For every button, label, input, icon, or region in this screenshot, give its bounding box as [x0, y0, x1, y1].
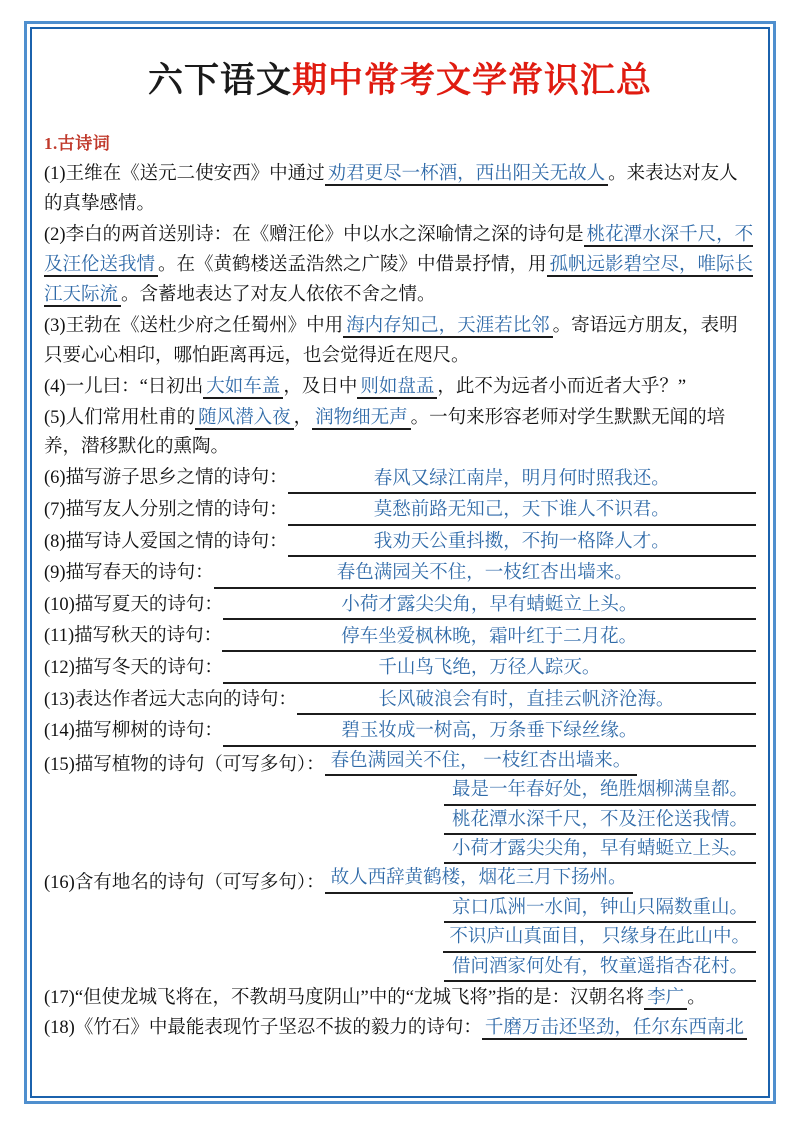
question-4-lead: (4)一儿曰：“日初出	[44, 376, 204, 397]
question-15-answer-3: 桃花潭水深千尺，不及汪伦送我情。	[444, 808, 756, 835]
question-15-first-line	[44, 749, 756, 776]
question-16-answer-1: 故人西辞黄鹤楼，烟花三月下扬州。	[325, 866, 633, 893]
question-item-16	[44, 866, 756, 982]
question-11-answer: 停车坐爱枫林晚，霜叶红于二月花。	[222, 625, 756, 652]
question-4-answer-1: 大如车盖	[203, 377, 283, 399]
question-1-answer: 劝君更尽一杯酒，西出阳关无故人	[325, 164, 609, 186]
question-item-18	[44, 1014, 756, 1043]
question-10-label: (10)描写夏天的诗句：	[44, 594, 223, 615]
question-4-mid: ，及日中	[283, 376, 358, 397]
question-12-answer: 千山鸟飞绝，万径人踪灭。	[223, 656, 756, 683]
question-16-answer-3: 不识庐山真面目， 只缘身在此山中。	[443, 925, 756, 952]
question-6-blank	[288, 467, 756, 494]
question-14-label: (14)描写柳树的诗句：	[44, 721, 223, 742]
question-10-answer: 小荷才露尖尖角，早有蜻蜓立上头。	[223, 593, 756, 620]
question-15-answer-2: 最是一年春好处，绝胜烟柳满皇都。	[444, 778, 756, 805]
question-15-line-4	[44, 837, 756, 864]
question-7-label: (7)描写友人分别之情的诗句：	[44, 500, 288, 521]
question-16-label: (16)含有地名的诗句（可写多句）：	[44, 872, 325, 893]
section-heading-ancient-poetry: 1.古诗词	[44, 133, 111, 153]
question-item-13	[44, 686, 756, 716]
question-3-answer: 海内存知己，天涯若比邻	[343, 316, 553, 338]
question-15-label: (15)描写植物的诗句（可写多句）：	[44, 755, 325, 776]
question-item-7	[44, 496, 756, 526]
question-2-lead: (2)李白的两首送别诗：在《赠汪伦》中以水之深喻情之深的诗句是	[44, 224, 584, 245]
document-content	[36, 33, 764, 1092]
question-12-label: (12)描写冬天的诗句：	[44, 658, 223, 678]
question-15-line-3	[44, 808, 756, 835]
question-9-answer: 春色满园关不住，一枝红杏出墙来。	[214, 561, 756, 588]
question-11-label: (11)描写秋天的诗句：	[44, 626, 223, 647]
question-item-6	[44, 464, 756, 494]
question-item-12	[44, 654, 756, 684]
question-16-answer-2: 京口瓜洲一水间，钟山只隔数重山。	[444, 896, 756, 923]
question-item-10	[44, 591, 756, 621]
question-5-answer-2: 润物细无声	[312, 408, 411, 430]
question-8-answer: 我劝天公重抖擞，不拘一格降人才。	[288, 530, 756, 557]
question-5-lead: (5)人们常用杜甫的	[44, 407, 196, 428]
question-14-answer: 碧玉妆成一树高，万条垂下绿丝缘。	[223, 719, 756, 746]
question-13-label: (13)表达作者远大志向的诗句：	[44, 689, 297, 710]
question-18-lead: (18)《竹石》中最能表现竹子坚忍不拔的毅力的诗句：	[44, 1017, 482, 1038]
question-15-line-2	[44, 778, 756, 805]
question-15-blank-1	[325, 749, 756, 776]
question-8-label: (8)描写诗人爱国之情的诗句：	[44, 531, 288, 552]
question-5-tail: 。一句来形容老师对学生默默无闻的培养，潜移默化的熏陶。	[44, 407, 726, 458]
question-7-blank	[288, 498, 756, 525]
question-17-answer: 李广	[644, 988, 687, 1010]
question-item-4	[44, 373, 756, 403]
question-16-first-line	[44, 866, 756, 893]
question-9-label: (9)描写春天的诗句：	[44, 563, 214, 584]
question-3-tail: 。寄语远方朋友，表明只要心心相印，哪怕距离再远，也会觉得近在咫尺。	[44, 315, 738, 366]
question-10-blank	[223, 593, 756, 620]
question-2-answer-1: 桃花潭水深千尺，不及汪伦送我情	[44, 224, 754, 275]
page-title-emphasis: 期中常考文学常识汇总	[292, 61, 653, 100]
question-4-answer-2: 则如盘盂	[357, 377, 437, 399]
question-item-17	[44, 984, 756, 1013]
question-17-tail: 。	[687, 988, 706, 1009]
question-item-3	[44, 312, 756, 372]
question-item-8	[44, 528, 756, 558]
question-16-blank-1	[325, 866, 756, 893]
question-12-blank	[223, 656, 756, 683]
question-item-11	[44, 622, 756, 652]
question-2-answer-2: 孤帆远影碧空尽，唯际长江天际流	[44, 254, 754, 305]
question-1-lead: (1)王维在《送元二使安西》中通过	[44, 163, 325, 184]
question-17-lead: (17)“但使龙城飞将在，不教胡马度阴山”中的“龙城飞将”指的是：汉朝名将	[44, 988, 645, 1009]
question-2-mid: 。在《黄鹤楼送孟浩然之广陵》中借景抒情，用	[158, 254, 547, 275]
question-13-blank	[297, 688, 756, 715]
question-5-answer-1: 随风潜入夜	[195, 408, 294, 430]
question-item-9	[44, 559, 756, 589]
question-16-line-3	[44, 925, 756, 952]
question-16-answer-4: 借问酒家何处有，牧童遥指杏花村。	[444, 955, 756, 982]
question-7-answer: 莫愁前路无知己，天下谁人不识君。	[288, 498, 756, 525]
question-8-blank	[288, 530, 756, 557]
question-2-tail: 。含蓄地表达了对友人依依不舍之情。	[121, 284, 436, 305]
page-title	[44, 59, 756, 103]
question-1-tail: 。来表达对友人的真挚感情。	[44, 163, 738, 214]
question-18-answer: 千磨万击还坚劲，任尔东西南北	[482, 1018, 747, 1040]
question-item-14	[44, 717, 756, 747]
question-11-blank	[222, 625, 756, 652]
question-6-answer: 春风又绿江南岸，明月何时照我还。	[288, 467, 756, 494]
question-item-1	[44, 160, 756, 220]
question-item-5	[44, 404, 756, 464]
question-15-answer-4: 小荷才露尖尖角，早有蜻蜓立上头。	[444, 837, 756, 864]
question-3-lead: (3)王勃在《送杜少府之任蜀州》中用	[44, 315, 344, 336]
question-4-tail: ，此不为远者小而近者大乎？”	[437, 376, 687, 397]
question-item-15	[44, 749, 756, 865]
question-5-mid: ，	[293, 407, 313, 428]
page-title-subject: 六下语文	[147, 61, 292, 100]
question-14-blank	[223, 719, 756, 746]
question-15-answer-1: 春色满园关不住， 一枝红杏出墙来。	[325, 749, 638, 776]
question-6-label: (6)描写游子思乡之情的诗句：	[44, 468, 288, 489]
question-13-answer: 长风破浪会有时，直挂云帆济沧海。	[297, 688, 756, 715]
question-16-line-4	[44, 955, 756, 982]
question-9-blank	[214, 561, 756, 588]
question-16-line-2	[44, 896, 756, 923]
question-item-2	[44, 221, 756, 311]
